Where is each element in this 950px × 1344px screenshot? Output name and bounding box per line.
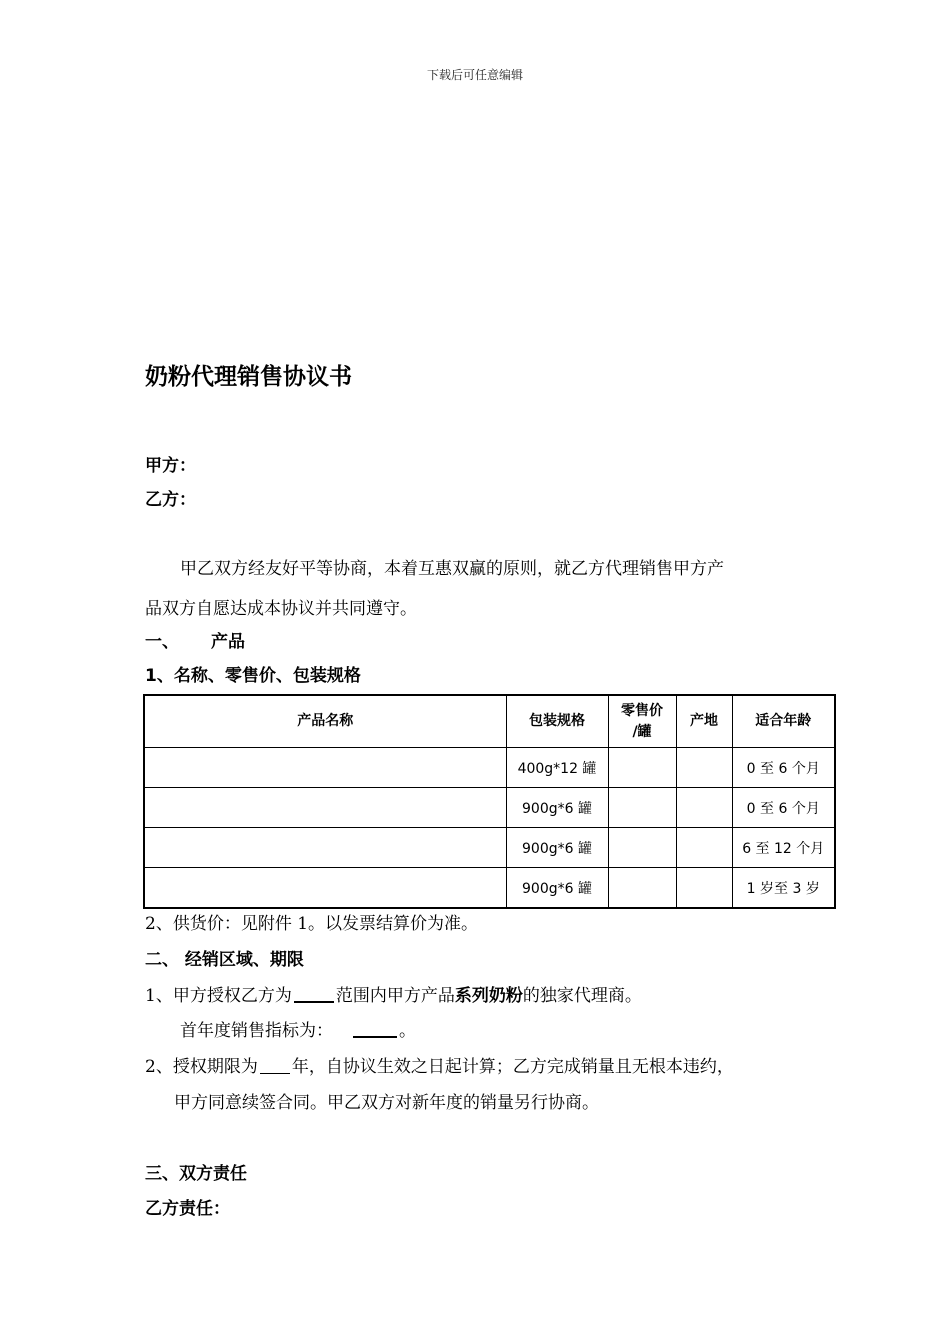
- table-cell: [144, 828, 506, 868]
- table-header-row: [144, 695, 835, 748]
- table-cell: [676, 788, 732, 828]
- table-header-cell: 包装规格: [506, 695, 608, 748]
- section2-item2-part-b: 年，自协议生效之日起计算；乙方完成销量且无根本违约，: [291, 1057, 734, 1077]
- blank-sales-target[interactable]: [353, 1019, 397, 1038]
- table-row: [144, 828, 835, 868]
- section2-item1-part-c: 系列奶粉: [454, 986, 523, 1006]
- table-cell: [608, 748, 676, 788]
- table-cell: 6 至 12 个月: [732, 828, 835, 868]
- section1-title: 产品: [211, 632, 245, 652]
- table-row: [144, 788, 835, 828]
- table-cell: 0 至 6 个月: [732, 748, 835, 788]
- table-row: [144, 868, 835, 909]
- section1-number: 一、: [145, 632, 179, 652]
- section2-item1-part-d: 的独家代理商。: [522, 986, 642, 1006]
- table-cell: [144, 748, 506, 788]
- table-cell: 400g*12 罐: [506, 748, 608, 788]
- party-b-responsibilities: 乙方责任：: [145, 1199, 230, 1219]
- table-header-cell: 产地: [676, 695, 732, 748]
- section2-sales-target: [180, 1016, 416, 1041]
- table-cell: [144, 868, 506, 909]
- section2-item1-part-b: 范围内甲方产品: [335, 986, 455, 1006]
- table-cell: 900g*6 罐: [506, 868, 608, 909]
- party-a-label: 甲方：: [145, 456, 196, 476]
- table-cell: 900g*6 罐: [506, 788, 608, 828]
- section3-title: 三、双方责任: [145, 1164, 247, 1184]
- intro-paragraph-line1: 甲乙双方经友好平等协商，本着互惠双赢的原则，就乙方代理销售甲方产: [180, 559, 724, 579]
- blank-region[interactable]: [294, 984, 334, 1003]
- page-header: 下载后可任意编辑: [426, 68, 523, 82]
- table-cell: [676, 868, 732, 909]
- table-header-cell: 零售价 /罐: [608, 695, 676, 748]
- table-cell: 1 岁至 3 岁: [732, 868, 835, 909]
- section2-item2-line2: 甲方同意续签合同。甲乙双方对新年度的销量另行协商。: [174, 1093, 599, 1113]
- party-b-label: 乙方：: [145, 490, 196, 510]
- sales-target-label: 首年度销售指标为：: [180, 1021, 333, 1041]
- table-header-cell: 适合年龄: [732, 695, 835, 748]
- blank-term-years[interactable]: [260, 1056, 290, 1074]
- document-title: 奶粉代理销售协议书: [145, 364, 352, 390]
- table-cell: [144, 788, 506, 828]
- table-cell: [608, 828, 676, 868]
- table-cell: [608, 868, 676, 909]
- section2-item2: [145, 1052, 734, 1077]
- product-table: [143, 694, 836, 909]
- sales-target-end: 。: [399, 1021, 416, 1041]
- section1-item1: 1、名称、零售价、包装规格: [145, 666, 361, 686]
- table-header-cell: 产品名称: [144, 695, 506, 748]
- section2-title: 二、 经销区域、期限: [145, 950, 304, 970]
- section2-item1: [145, 981, 642, 1006]
- table-cell: [676, 828, 732, 868]
- table-cell: [608, 788, 676, 828]
- section1-item2: 2、供货价：见附件 1。以发票结算价为准。: [145, 914, 479, 934]
- section2-item2-part-a: 2、授权期限为: [145, 1057, 258, 1077]
- table-cell: [676, 748, 732, 788]
- table-cell: 900g*6 罐: [506, 828, 608, 868]
- intro-paragraph-line2: 品双方自愿达成本协议并共同遵守。: [145, 599, 417, 619]
- table-row: [144, 748, 835, 788]
- table-cell: 0 至 6 个月: [732, 788, 835, 828]
- section2-item1-part-a: 1、甲方授权乙方为: [145, 986, 292, 1006]
